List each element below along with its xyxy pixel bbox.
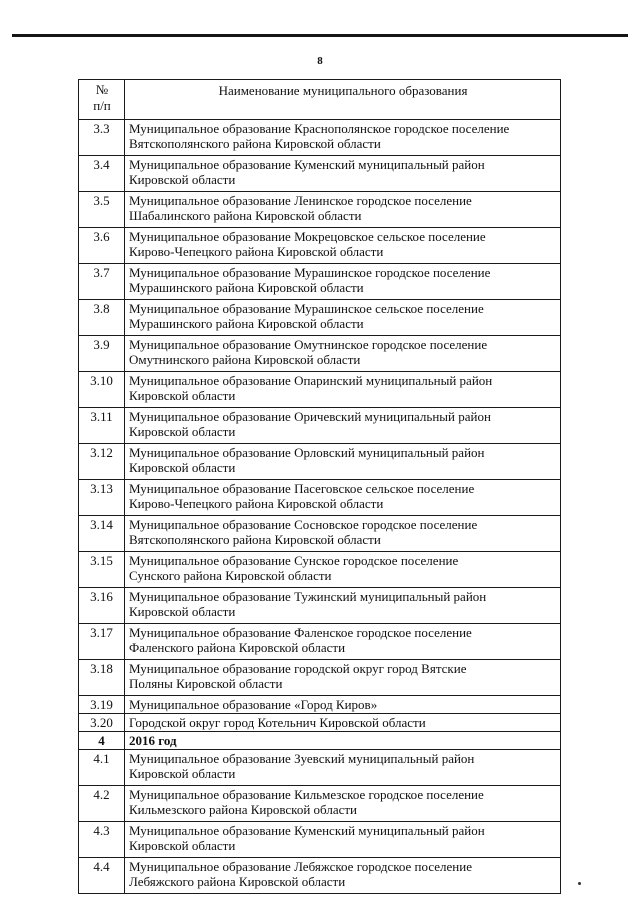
table-year-row bbox=[79, 732, 561, 750]
row-name-line2: Поляны Кировской области bbox=[129, 676, 283, 691]
table-row bbox=[79, 408, 561, 444]
row-number: 3.7 bbox=[79, 264, 125, 300]
table-row bbox=[79, 156, 561, 192]
row-name-line2: Сунского района Кировской области bbox=[129, 568, 332, 583]
row-name bbox=[125, 444, 561, 480]
row-number: 4.4 bbox=[79, 858, 125, 894]
row-number: 3.9 bbox=[79, 336, 125, 372]
row-name-line1: Муниципальное образование Мокрецовское сельское поселение bbox=[129, 229, 486, 244]
table-row bbox=[79, 588, 561, 624]
row-number: 3.6 bbox=[79, 228, 125, 264]
row-name-line1: Муниципальное образование Сосновское городское поселение bbox=[129, 517, 478, 532]
row-name bbox=[125, 336, 561, 372]
row-name-line1: Муниципальное образование Лебяжское городское поселение bbox=[129, 859, 472, 874]
row-number: 4.1 bbox=[79, 750, 125, 786]
row-name-line2: Кировской области bbox=[129, 388, 236, 403]
header-number bbox=[79, 80, 125, 120]
row-name-line2: Кирово-Чепецкого района Кировской области bbox=[129, 496, 384, 511]
row-number: 3.4 bbox=[79, 156, 125, 192]
row-name-line1: Муниципальное образование Опаринский муниципальный район bbox=[129, 373, 493, 388]
row-name-line1: Муниципальное образование Зуевский муниципальный район bbox=[129, 751, 475, 766]
header-name: Наименование муниципального образования bbox=[125, 80, 561, 120]
row-name-line2: Фаленского района Кировской области bbox=[129, 640, 346, 655]
row-name bbox=[125, 120, 561, 156]
row-number: 3.18 bbox=[79, 660, 125, 696]
row-number: 4.3 bbox=[79, 822, 125, 858]
row-name-line1: Муниципальное образование «Город Киров» bbox=[129, 697, 378, 712]
row-name-line1: Муниципальное образование Мурашинское сельское поселение bbox=[129, 301, 484, 316]
table-row bbox=[79, 858, 561, 894]
table-row bbox=[79, 660, 561, 696]
row-name-line2: Кирово-Чепецкого района Кировской области bbox=[129, 244, 384, 259]
row-name bbox=[125, 696, 561, 714]
row-name bbox=[125, 588, 561, 624]
row-name-line1: Муниципальное образование Омутнинское городское поселение bbox=[129, 337, 488, 352]
table-row bbox=[79, 624, 561, 660]
row-name bbox=[125, 714, 561, 732]
row-name-line2: Кировской области bbox=[129, 838, 236, 853]
row-name-line1: Муниципальное образование городской округ город Вятские bbox=[129, 661, 467, 676]
table-row bbox=[79, 552, 561, 588]
row-name bbox=[125, 624, 561, 660]
row-name-line1: Муниципальное образование Тужинский муниципальный район bbox=[129, 589, 487, 604]
row-name-line2: Кировской области bbox=[129, 766, 236, 781]
row-name-line2: Мурашинского района Кировской области bbox=[129, 280, 364, 295]
row-number: 3.17 bbox=[79, 624, 125, 660]
row-name-line2: Шабалинского района Кировской области bbox=[129, 208, 362, 223]
municipal-table bbox=[78, 79, 561, 894]
row-name-line2: Кировской области bbox=[129, 460, 236, 475]
row-name bbox=[125, 372, 561, 408]
page-number: 8 bbox=[317, 55, 323, 67]
row-name-line2: Кильмезского района Кировской области bbox=[129, 802, 358, 817]
row-number: 3.11 bbox=[79, 408, 125, 444]
table-row bbox=[79, 786, 561, 822]
row-name bbox=[125, 552, 561, 588]
row-number: 3.16 bbox=[79, 588, 125, 624]
row-name-line2: Вятскополянского района Кировской области bbox=[129, 136, 381, 151]
row-number: 3.19 bbox=[79, 696, 125, 714]
row-number: 3.5 bbox=[79, 192, 125, 228]
row-name-line1: 2016 год bbox=[129, 733, 177, 748]
row-name bbox=[125, 516, 561, 552]
row-number: 3.10 bbox=[79, 372, 125, 408]
table-row bbox=[79, 300, 561, 336]
row-name-line2: Лебяжского района Кировской области bbox=[129, 874, 346, 889]
row-name-line1: Муниципальное образование Фаленское городское поселение bbox=[129, 625, 472, 640]
table-row bbox=[79, 192, 561, 228]
row-name-line2: Кировской области bbox=[129, 172, 236, 187]
row-name-line1: Муниципальное образование Пасеговское сельское поселение bbox=[129, 481, 475, 496]
row-name bbox=[125, 408, 561, 444]
row-number: 3.12 bbox=[79, 444, 125, 480]
row-name-line1: Муниципальное образование Краснополянское городское поселение bbox=[129, 121, 510, 136]
row-number: 3.3 bbox=[79, 120, 125, 156]
row-name bbox=[125, 660, 561, 696]
row-name bbox=[125, 732, 561, 750]
row-number: 4 bbox=[79, 732, 125, 750]
row-name bbox=[125, 156, 561, 192]
table-row bbox=[79, 372, 561, 408]
table-row bbox=[79, 696, 561, 714]
row-name bbox=[125, 822, 561, 858]
row-name-line2: Вятскополянского района Кировской области bbox=[129, 532, 381, 547]
row-name-line1: Муниципальное образование Ленинское городское поселение bbox=[129, 193, 472, 208]
row-name-line1: Муниципальное образование Оричевский муниципальный район bbox=[129, 409, 491, 424]
row-name bbox=[125, 264, 561, 300]
header-number-line2: п/п bbox=[93, 98, 111, 113]
row-number: 3.14 bbox=[79, 516, 125, 552]
row-name bbox=[125, 750, 561, 786]
row-number: 3.20 bbox=[79, 714, 125, 732]
table-row bbox=[79, 480, 561, 516]
table-row bbox=[79, 516, 561, 552]
row-name-line1: Муниципальное образование Сунское городское поселение bbox=[129, 553, 459, 568]
table-row bbox=[79, 264, 561, 300]
row-number: 3.8 bbox=[79, 300, 125, 336]
row-number: 3.15 bbox=[79, 552, 125, 588]
row-name-line1: Муниципальное образование Орловский муниципальный район bbox=[129, 445, 485, 460]
table-row bbox=[79, 822, 561, 858]
table-header-row bbox=[79, 80, 561, 120]
row-number: 4.2 bbox=[79, 786, 125, 822]
row-name-line2: Омутнинского района Кировской области bbox=[129, 352, 361, 367]
row-name-line2: Кировской области bbox=[129, 424, 236, 439]
row-name-line1: Муниципальное образование Куменский муниципальный район bbox=[129, 157, 485, 172]
row-name bbox=[125, 858, 561, 894]
row-name bbox=[125, 786, 561, 822]
table-row bbox=[79, 120, 561, 156]
row-number: 3.13 bbox=[79, 480, 125, 516]
header-number-line1: № bbox=[95, 82, 109, 97]
row-name bbox=[125, 228, 561, 264]
row-name-line1: Муниципальное образование Мурашинское городское поселение bbox=[129, 265, 491, 280]
table-row bbox=[79, 444, 561, 480]
row-name bbox=[125, 192, 561, 228]
row-name-line1: Муниципальное образование Кильмезское городское поселение bbox=[129, 787, 484, 802]
row-name-line1: Муниципальное образование Куменский муниципальный район bbox=[129, 823, 485, 838]
row-name-line2: Мурашинского района Кировской области bbox=[129, 316, 364, 331]
row-name-line2: Кировской области bbox=[129, 604, 236, 619]
top-rule bbox=[12, 34, 628, 37]
row-name bbox=[125, 480, 561, 516]
table-row bbox=[79, 750, 561, 786]
row-name bbox=[125, 300, 561, 336]
row-name-line1: Городской округ город Котельнич Кировской области bbox=[129, 715, 426, 730]
table-row bbox=[79, 714, 561, 732]
table-row bbox=[79, 228, 561, 264]
table-row bbox=[79, 336, 561, 372]
scan-speck bbox=[578, 882, 581, 885]
